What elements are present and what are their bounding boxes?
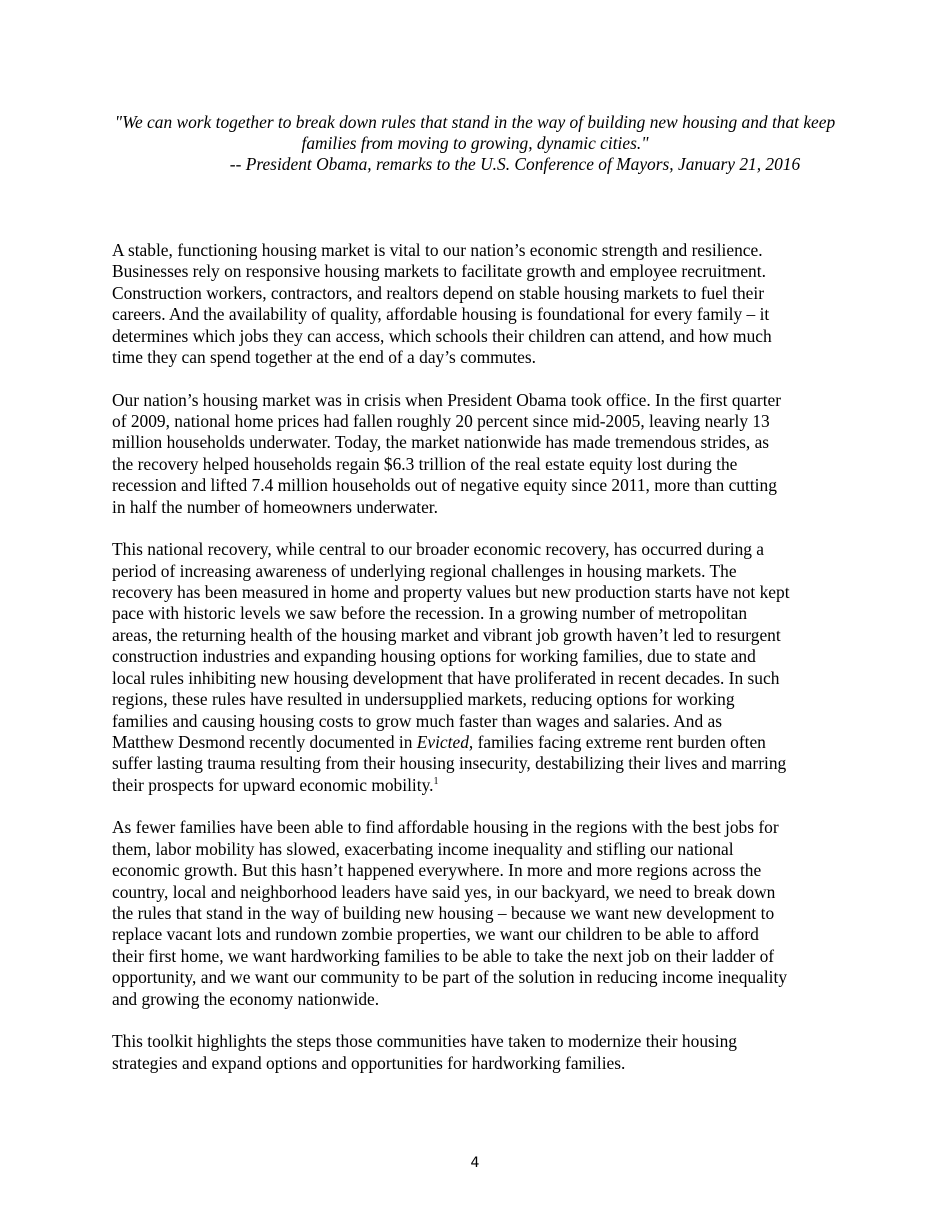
paragraph-3 [112, 539, 840, 796]
body-text [112, 240, 840, 1095]
paragraph-3-text-a: This national recovery, while central to our broader economic recovery, has occurred during a period of increasing awareness of underlying regional challenges in housing markets. The recovery has been measured in home and property values but new production starts have not kept pace with historic levels we saw before the recession. In a growing number of metropolitan areas, the returning health of the housing market and vibrant job growth haven’t led to resurgent construction industries and expanding housing options for working families, due to state and local rules inhibiting new housing development that have proliferated in recent decades. In such regions, these rules have resulted in undersupplied markets, reducing options for working families and causing housing costs to grow much faster than wages and salaries. And as Matthew Desmond recently documented in [112, 539, 790, 752]
quote-attribution: -- President Obama, remarks to the U.S. Conference of Mayors, January 21, 2016 [229, 154, 801, 174]
paragraph-5: This toolkit highlights the steps those communities have taken to modernize their housing strategies and expand options and opportunities for hardworking families. [112, 1031, 738, 1073]
page-number: 4 [470, 1155, 480, 1171]
paragraph-1: A stable, functioning housing market is vital to our nation’s economic strength and resilience. Businesses rely on responsive housing markets to facilitate growth and employee recruitment. Construction workers, contractors, and realtors depend on stable housing markets to fuel their careers. And the availability of quality, affordable housing is foundational for every family – it determines which jobs they can access, which schools their children can attend, and how much time they can spend together at the end of a day’s commutes. [112, 240, 772, 368]
quote-text: "We can work together to break down rules that stand in the way of building new housing and that keep families from moving to growing, dynamic cities." [114, 112, 836, 153]
footnote-marker[interactable]: 1 [433, 775, 439, 787]
paragraph-2: Our nation’s housing market was in crisis when President Obama took office. In the first quarter of 2009, national home prices had fallen roughly 20 percent since mid-2005, leaving nearly 13 million households underwater. Today, the market nationwide has made tremendous strides, as the recovery helped households regain $6.3 trillion of the real estate equity lost during the recession and lifted 7.4 million households out of negative equity since 2011, more than cutting in half the number of homeowners underwater. [112, 389, 782, 517]
paragraph-3-text-b: , families facing extreme rent burden often suffer lasting trauma resulting from their housing insecurity, destabilizing their lives and marring their prospects for upward economic mobility. [112, 731, 787, 795]
epigraph-quote [108, 112, 842, 175]
book-title-evicted: Evicted [416, 731, 469, 752]
paragraph-4: As fewer families have been able to find affordable housing in the regions with the best jobs for them, labor mobility has slowed, exacerbating income inequality and stifling our national economic growth. But this hasn’t happened everywhere. In more and more regions across the country, local and neighborhood leaders have said yes, in our backyard, we need to break down the rules that stand in the way of building new housing – because we want new development to replace vacant lots and rundown zombie properties, we want our children to be able to afford their first home, we want hardworking families to be able to take the next job on their ladder of opportunity, and we want our community to be part of the solution in reducing income inequality and growing the economy nationwide. [112, 817, 788, 1009]
